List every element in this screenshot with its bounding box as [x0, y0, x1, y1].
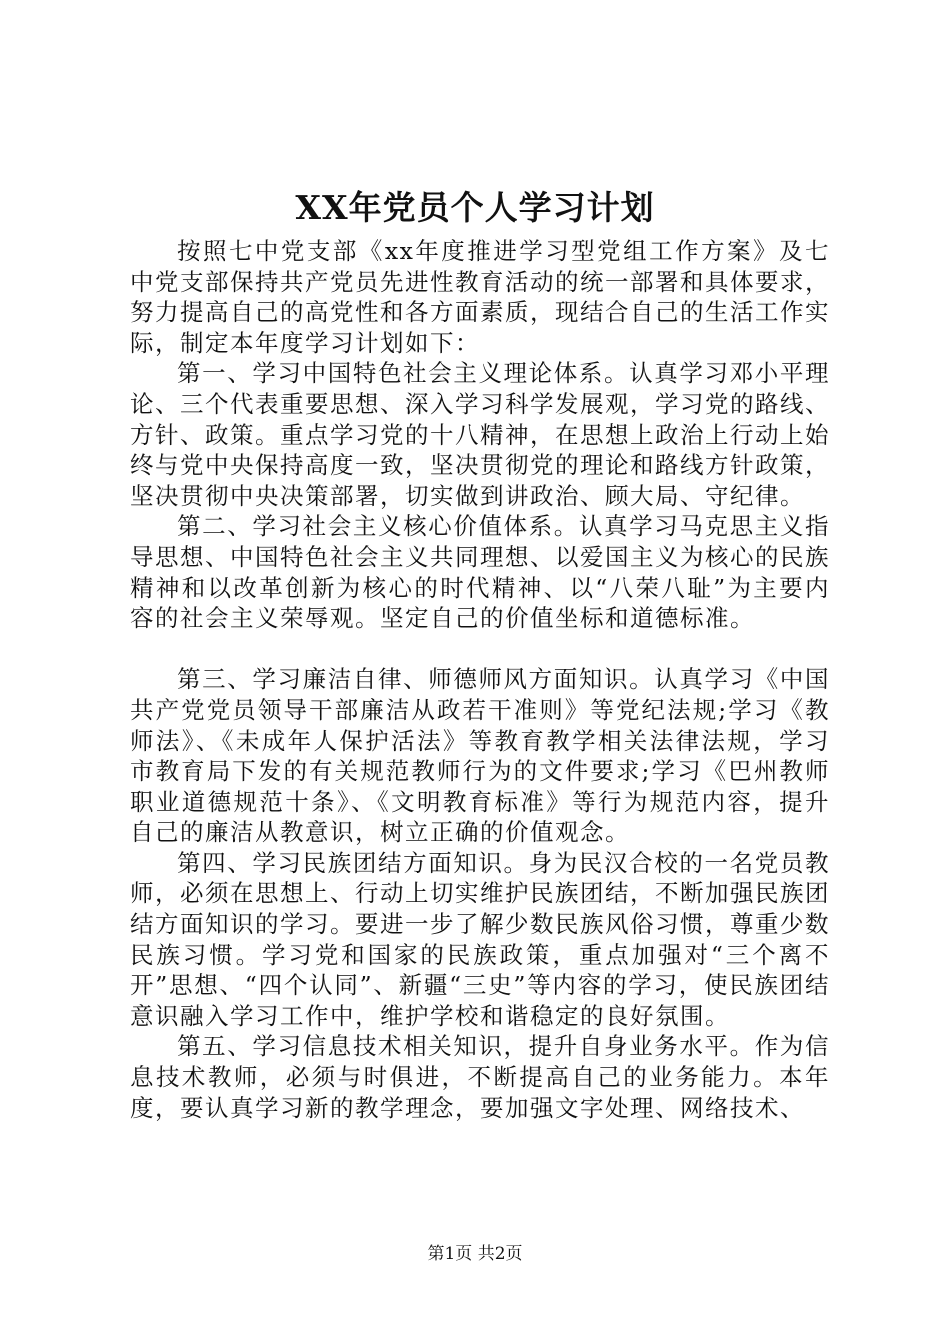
document-title: XX年党员个人学习计划 — [295, 188, 655, 227]
paragraph-section-4: 第四、学习民族团结方面知识。身为民汉合校的一名党员教师，必须在思想上、行动上切实维护民族团结，不断加强民族团结方面知识的学习。要进一步了解少数民族风俗习惯，尊重少数民族习惯。学习党和国家的民族政策，重点加强对“三个离不开”思想、“四个认同”、新疆“三史”等内容的学习，使民族团结意识融入学习工作中，维护学校和谐稳定的良好氛围。 — [130, 848, 830, 1030]
page-number: 第1页 — [427, 1244, 473, 1264]
paragraph-section-5: 第五、学习信息技术相关知识，提升自身业务水平。作为信息技术教师，必须与时俱进，不断提高自己的业务能力。本年度，要认真学习新的教学理念，要加强文字处理、网络技术、 — [130, 1032, 830, 1122]
page-total: 共2页 — [477, 1244, 523, 1264]
paragraph-intro: 按照七中党支部《xx年度推进学习型党组工作方案》及七中党支部保持共产党员先进性教育活动的统一部署和具体要求，努力提高自己的高党性和各方面素质，现结合自己的生活工作实际，制定本年度学习计划如下： — [130, 237, 830, 357]
page-footer — [0, 1242, 950, 1266]
document-body — [130, 236, 830, 1123]
paragraph-section-2: 第二、学习社会主义核心价值体系。认真学习马克思主义指导思想、中国特色社会主义共同理想、以爱国主义为核心的民族精神和以改革创新为核心的时代精神、以“八荣八耻”为主要内容的社会主义荣辱观。坚定自己的价值坐标和道德标准。 — [130, 512, 830, 633]
paragraph-section-1: 第一、学习中国特色社会主义理论体系。认真学习邓小平理论、三个代表重要思想、深入学习科学发展观，学习党的路线、方针、政策。重点学习党的十八精神，在思想上政治上行动上始终与党中央保持高度一致，坚决贯彻党的理论和路线方针政策，坚决贯彻中央决策部署，切实做到讲政治、顾大局、守纪律。 — [130, 359, 830, 510]
paragraph-section-3: 第三、学习廉洁自律、师德师风方面知识。认真学习《中国共产党党员领导干部廉洁从政若干准则》等党纪法规;学习《教师法》、《未成年人保护活法》等教育教学相关法律法规，学习市教育局下发的有关规范教师行为的文件要求;学习《巴州教师职业道德规范十条》、《文明教育标准》等行为规范内容，提升自己的廉洁从教意识，树立正确的价值观念。 — [130, 665, 830, 847]
